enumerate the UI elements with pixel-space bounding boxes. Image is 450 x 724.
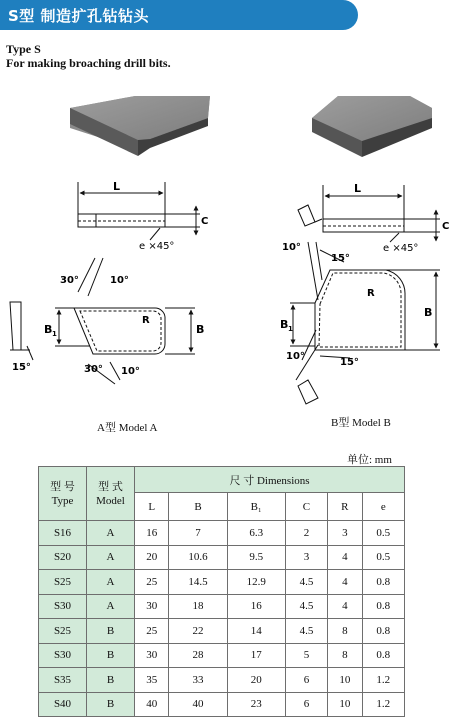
col-header-e: e [362, 493, 404, 521]
table-row [39, 570, 405, 595]
cell-R: 4 [328, 545, 362, 570]
a-label-15: 15° [12, 362, 31, 373]
cell-C: 2 [285, 521, 327, 546]
cell-R: 3 [328, 521, 362, 546]
a-label-B1: B [44, 323, 53, 336]
cell-R: 10 [328, 668, 362, 693]
col-header-B1: B₁ [227, 493, 285, 521]
caption-model-b: B型 Model B [331, 417, 391, 429]
cell-type: S25 [39, 619, 87, 644]
cell-type: S30 [39, 643, 87, 668]
table-row [39, 521, 405, 546]
cell-e: 0.5 [362, 521, 404, 546]
cell-model: B [87, 668, 135, 693]
cell-B1: 16 [227, 594, 285, 619]
cell-C: 4.5 [285, 619, 327, 644]
b-label-C: C [442, 221, 450, 232]
col-header-L: L [135, 493, 169, 521]
a-label-30-top: 30° [60, 275, 79, 286]
cell-B: 7 [169, 521, 227, 546]
cell-L: 30 [135, 594, 169, 619]
b-label-L: L [354, 182, 362, 195]
type-header-cn: 型 号 [50, 480, 75, 493]
cell-B: 22 [169, 619, 227, 644]
cell-model: B [87, 643, 135, 668]
cell-C: 6 [285, 668, 327, 693]
dimensions-header: 尺 寸 Dimensions [135, 467, 405, 493]
table-row [39, 594, 405, 619]
a-label-B1-sub: 1 [52, 330, 57, 338]
b-label-10-bottom: 10° [286, 351, 305, 362]
cell-type: S40 [39, 692, 87, 717]
b-label-15-top: 15° [331, 253, 350, 264]
table-row [39, 668, 405, 693]
cell-model: B [87, 619, 135, 644]
b-label-15-bottom: 15° [340, 357, 359, 368]
cell-e: 0.8 [362, 594, 404, 619]
a-label-L: L [113, 180, 121, 193]
model-a-top-view [78, 182, 200, 240]
cell-type: S16 [39, 521, 87, 546]
section-header [0, 0, 362, 30]
model-header [87, 467, 135, 521]
b-label-e45: e ×45° [383, 243, 419, 254]
type-header [39, 467, 87, 521]
cell-C: 4.5 [285, 594, 327, 619]
cell-B: 10.6 [169, 545, 227, 570]
b-label-B1-sub: 1 [288, 325, 293, 333]
model-b-top-view [298, 185, 440, 242]
cell-type: S25 [39, 570, 87, 595]
specs-table [38, 466, 405, 717]
a-label-30-bottom: 30° [84, 364, 103, 375]
table-row [39, 619, 405, 644]
cell-model: A [87, 545, 135, 570]
col-header-B: B [169, 493, 227, 521]
a-label-e45: e ×45° [139, 241, 175, 252]
unit-label: 单位: mm [347, 454, 392, 466]
model-header-cn: 型 式 [98, 480, 123, 493]
table-row [39, 692, 405, 717]
col-header-R: R [328, 493, 362, 521]
cell-L: 16 [135, 521, 169, 546]
caption-model-a: A型 Model A [97, 422, 158, 434]
b-label-10-top: 10° [282, 242, 301, 253]
cell-B: 33 [169, 668, 227, 693]
cell-L: 25 [135, 619, 169, 644]
b-label-B: B [424, 306, 433, 319]
cell-B1: 14 [227, 619, 285, 644]
cell-L: 20 [135, 545, 169, 570]
cell-L: 40 [135, 692, 169, 717]
cell-R: 4 [328, 570, 362, 595]
table-row [39, 545, 405, 570]
cell-C: 3 [285, 545, 327, 570]
cell-model: A [87, 594, 135, 619]
b-label-R: R [367, 288, 375, 299]
a-label-R: R [142, 315, 150, 326]
insert-b-3d [312, 96, 432, 157]
cell-e: 1.2 [362, 668, 404, 693]
table-row [39, 643, 405, 668]
cell-B1: 6.3 [227, 521, 285, 546]
a-label-10-bottom: 10° [121, 366, 140, 377]
cell-model: A [87, 570, 135, 595]
cell-B: 28 [169, 643, 227, 668]
cell-R: 8 [328, 643, 362, 668]
cell-type: S30 [39, 594, 87, 619]
description: For making broaching drill bits. [6, 56, 171, 70]
cell-B: 18 [169, 594, 227, 619]
cell-L: 30 [135, 643, 169, 668]
type-label: Type S [6, 42, 41, 56]
cell-B1: 20 [227, 668, 285, 693]
cell-R: 10 [328, 692, 362, 717]
insert-a-3d [70, 96, 210, 156]
col-header-C: C [285, 493, 327, 521]
cell-e: 0.5 [362, 545, 404, 570]
header-title: S型 制造扩孔钻钻头 [8, 7, 150, 25]
cell-R: 4 [328, 594, 362, 619]
cell-e: 0.8 [362, 570, 404, 595]
cell-C: 5 [285, 643, 327, 668]
intro [6, 42, 171, 70]
cell-e: 0.8 [362, 619, 404, 644]
cell-L: 25 [135, 570, 169, 595]
technical-drawings [0, 80, 450, 440]
cell-C: 6 [285, 692, 327, 717]
cell-B1: 23 [227, 692, 285, 717]
cell-C: 4.5 [285, 570, 327, 595]
cell-R: 8 [328, 619, 362, 644]
a-label-10-top: 10° [110, 275, 129, 286]
cell-B1: 17 [227, 643, 285, 668]
cell-B: 14.5 [169, 570, 227, 595]
cell-L: 35 [135, 668, 169, 693]
model-b-front-view [290, 242, 440, 404]
a-label-B: B [196, 323, 205, 336]
model-header-en: Model [96, 494, 125, 507]
cell-B1: 12.9 [227, 570, 285, 595]
cell-B1: 9.5 [227, 545, 285, 570]
cell-e: 0.8 [362, 643, 404, 668]
cell-type: S35 [39, 668, 87, 693]
b-label-B1: B [280, 318, 289, 331]
cell-B: 40 [169, 692, 227, 717]
cell-e: 1.2 [362, 692, 404, 717]
cell-model: B [87, 692, 135, 717]
a-label-C: C [201, 216, 209, 227]
cell-model: A [87, 521, 135, 546]
type-header-en: Type [51, 494, 74, 507]
cell-type: S20 [39, 545, 87, 570]
